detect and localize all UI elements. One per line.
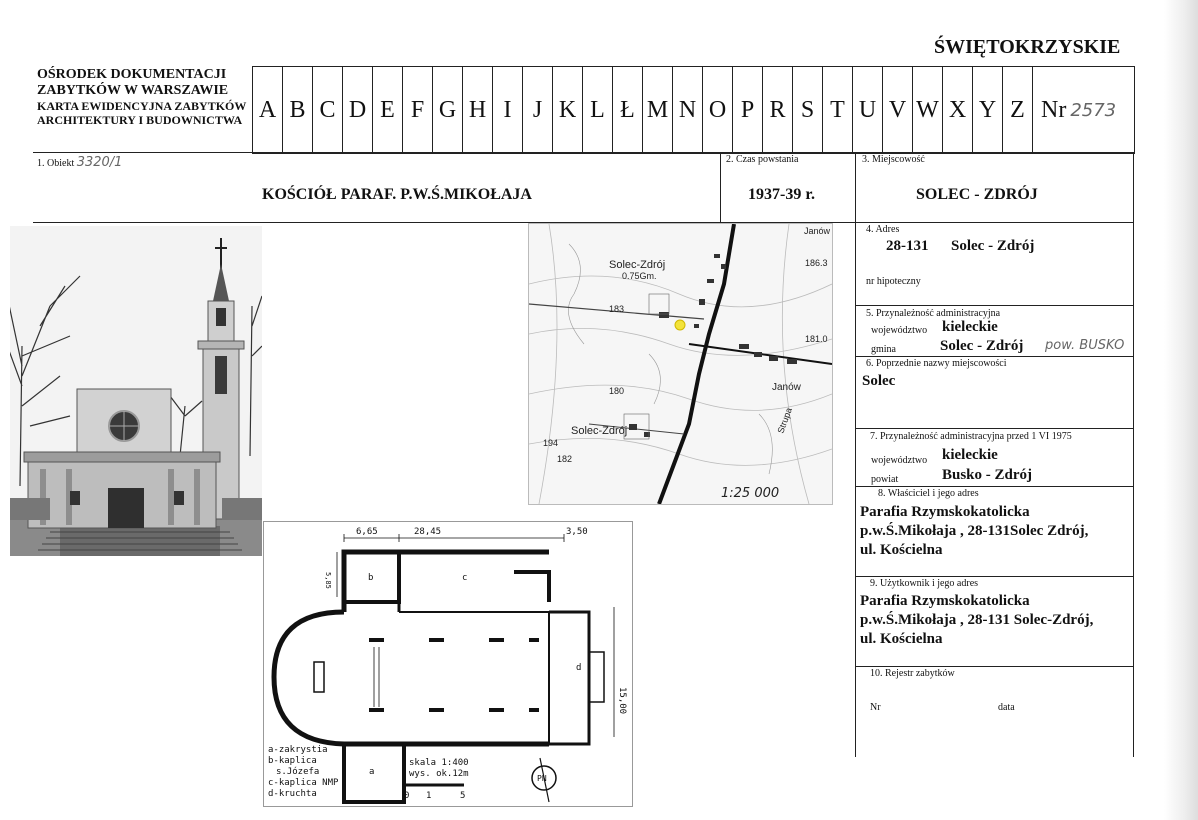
letter-cell: U (853, 67, 883, 153)
letter-cell: H (463, 67, 493, 153)
letter-cell: P (733, 67, 763, 153)
plan-room-b: b (368, 573, 374, 583)
letter-cell: D (343, 67, 373, 153)
rejestr-nr-label: Nr (870, 702, 881, 713)
letter-cell: X (943, 67, 973, 153)
plan-scale-1: skala 1:400 (409, 758, 469, 768)
wojewodztwo2-value: kieleckie (942, 447, 998, 463)
letter-cell: R (763, 67, 793, 153)
letter-cell: Z (1003, 67, 1033, 153)
letter-cell: L (583, 67, 613, 153)
plan-bar-5: 5 (460, 791, 466, 801)
plan-legend-5: d-kruchta (268, 789, 317, 799)
plan-legend-4: c-kaplica NMP (268, 778, 339, 788)
letter-cell: B (283, 67, 313, 153)
obiekt-value: KOŚCIÓŁ PARAF. P.W.Ś.MIKOŁAJA (262, 186, 532, 203)
org-line-1: OŚRODEK DOKUMENTACJI (37, 67, 227, 82)
map-label-181: 181.0 (805, 334, 828, 344)
nr-label: Nr (1041, 96, 1067, 123)
gmina-value: Solec - Zdrój (940, 338, 1024, 354)
map-label-janow: Janów (772, 382, 801, 393)
uzytkownik-value: Parafia Rzymskokatolicka p.w.Ś.Mikołaja , 28-131 Solec-Zdrój, ul. Kościelna (860, 593, 1094, 647)
map-scale-label: 1:25 000 (721, 486, 780, 501)
przynaleznosc-label: 5. Przynależność administracyjna (866, 308, 1001, 319)
letter-cell: M (643, 67, 673, 153)
rejestr-label: 10. Rejestr zabytków (870, 668, 955, 679)
rejestr-data-label: data (998, 702, 1015, 713)
adres-code: 28-131 (886, 238, 929, 254)
letter-cell: V (883, 67, 913, 153)
plan-bar-1: 1 (426, 791, 432, 801)
plan-dim-left: 5,85 (324, 572, 332, 589)
nr-cell (1033, 67, 1135, 153)
map-label-194: 194 (543, 438, 559, 448)
map-label-solec1: Solec-Zdrój (609, 259, 666, 271)
page-edge-shadow (1164, 0, 1198, 820)
letter-cell: Ł (613, 67, 643, 153)
organization-block (37, 67, 246, 127)
letter-cell: C (313, 67, 343, 153)
org-line-2: ZABYTKÓW W WARSZAWIE (37, 83, 229, 98)
letter-cell: W (913, 67, 943, 153)
letter-cell: K (553, 67, 583, 153)
letter-cell: N (673, 67, 703, 153)
plan-room-a: a (369, 767, 375, 777)
wojewodztwo2-label: województwo (871, 455, 928, 466)
obiekt-handwritten: 3320/1 (76, 155, 123, 170)
compass-label: PN (537, 774, 547, 783)
przynaleznosc-1975-label: 7. Przynależność administracyjna przed 1 VI 1975 (870, 431, 1072, 442)
czas-value: 1937-39 r. (748, 186, 815, 203)
obiekt-label: 1. Obiekt 3320/1 (37, 155, 123, 170)
letter-cell: O (703, 67, 733, 153)
powiat-value: Busko - Zdrój (942, 467, 1033, 483)
map-label-180: 180 (609, 386, 625, 396)
powiat-label: powiat (871, 474, 899, 485)
uzytkownik-label: 9. Użytkownik i jego adres (870, 578, 979, 589)
letter-cell: T (823, 67, 853, 153)
plan-dim-top3: 3,50 (566, 527, 588, 537)
map-label-183: 183 (609, 304, 625, 314)
wlasciciel-value: Parafia Rzymskokatolicka p.w.Ś.Mikołaja , 28-131Solec Zdrój, ul. Kościelna (860, 504, 1089, 558)
adres-city: Solec - Zdrój (951, 238, 1035, 254)
plan-scale-2: wys. ok.12m (409, 769, 469, 779)
nr-handwritten: 2573 (1070, 99, 1117, 121)
gmina-handwritten: pow. BUSKO (1045, 338, 1125, 353)
church-photo (10, 226, 262, 556)
czas-label: 2. Czas powstania (726, 154, 799, 165)
letter-cell: A (253, 67, 283, 153)
plan-legend-2: b-kaplica (268, 756, 317, 766)
letter-index (252, 66, 1135, 154)
adres-label: 4. Adres (866, 224, 900, 235)
poprzednie-nazwy-value: Solec (862, 373, 896, 389)
org-line-4: ARCHITEKTURY I BUDOWNICTWA (37, 113, 243, 127)
letter-cell: Y (973, 67, 1003, 153)
hipoteczny-label: nr hipoteczny (866, 276, 921, 287)
letter-cell: I (493, 67, 523, 153)
region-title: ŚWIĘTOKRZYSKIE (934, 36, 1121, 58)
map-label-186: 186.3 (805, 258, 828, 268)
poprzednie-nazwy-label: 6. Poprzednie nazwy miejscowości (866, 358, 1007, 369)
plan-legend-3: s.Józefa (276, 767, 320, 777)
letter-cell: J (523, 67, 553, 153)
miejscowosc-label: 3. Miejscowość (862, 154, 925, 165)
plan-dim-side: 15,00 (617, 687, 627, 715)
org-line-3: KARTA EWIDENCYJNA ZABYTKÓW (37, 99, 247, 113)
letter-cell: S (793, 67, 823, 153)
plan-room-d: d (576, 663, 582, 673)
wojewodztwo-value: kieleckie (942, 319, 998, 335)
map-label-182: 182 (557, 454, 573, 464)
location-map (528, 223, 833, 505)
letter-cell: G (433, 67, 463, 153)
plan-room-c: c (462, 573, 468, 583)
plan-legend-1: a-zakrystia (268, 745, 328, 755)
wojewodztwo-label: województwo (871, 325, 928, 336)
map-label-solec2: Solec-Zdrój (571, 425, 628, 437)
floor-plan (263, 521, 633, 807)
wlasciciel-label: 8. Właściciel i jego adres (878, 488, 979, 499)
plan-dim-top1: 6,65 (356, 527, 378, 537)
plan-bar-0: 0 (404, 791, 410, 801)
letter-cell: F (403, 67, 433, 153)
plan-dim-top2: 28,45 (414, 527, 442, 537)
map-label-janow-top: Janów (804, 226, 831, 236)
miejscowosc-value: SOLEC - ZDRÓJ (916, 186, 1038, 203)
gmina-label: gmina (871, 344, 896, 355)
map-label-gm: 0.75Gm. (622, 271, 657, 281)
letter-cell: E (373, 67, 403, 153)
map-label-strupa: Strupa (775, 406, 794, 435)
